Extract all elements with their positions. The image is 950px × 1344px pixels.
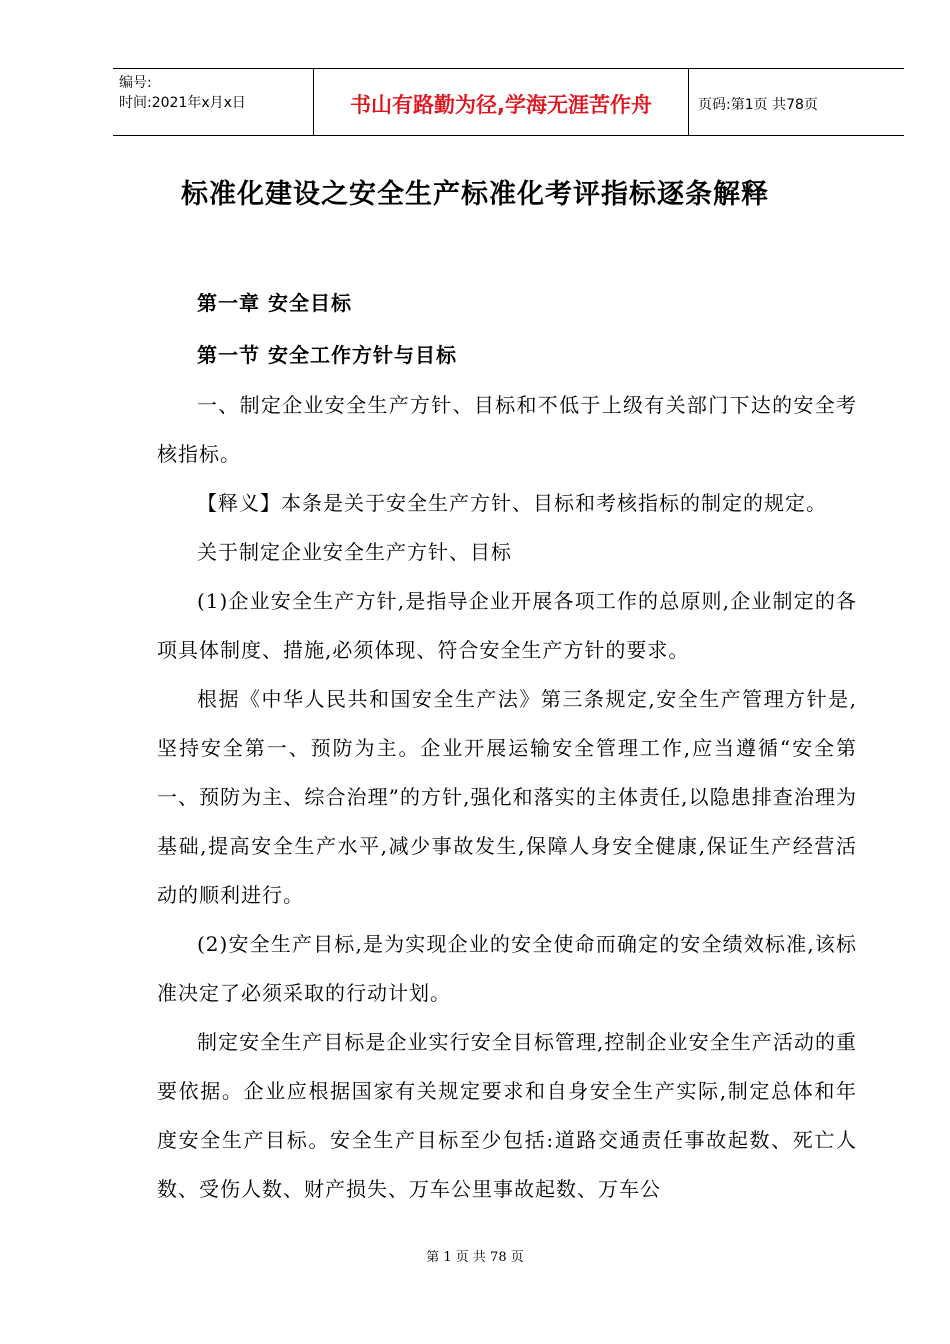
paragraph: 一、制定企业安全生产方针、目标和不低于上级有关部门下达的安全考核指标。 xyxy=(157,393,857,466)
paragraph: (1)企业安全生产方针,是指导企业开展各项工作的总原则,企业制定的各项具体制度、措施,必须体现、符合安全生产方针的要求。 xyxy=(157,589,857,662)
page-footer: 第 1 页 共 78 页 xyxy=(426,1250,524,1265)
document-body xyxy=(157,277,857,1214)
header-motto: 书山有路勤为径,学海无涯苦作舟 xyxy=(314,69,689,135)
paragraph: 关于制定企业安全生产方针、目标 xyxy=(197,540,512,564)
document-title: 标准化建设之安全生产标准化考评指标逐条解释 xyxy=(181,179,769,210)
document-time: 时间:2021年x月x日 xyxy=(119,95,246,111)
chapter-heading: 第一章 安全目标 xyxy=(197,291,352,315)
document-number-label: 编号: xyxy=(119,75,152,91)
section-heading: 第一节 安全工作方针与目标 xyxy=(197,343,457,367)
page-header xyxy=(113,68,904,136)
paragraph: 根据《中华人民共和国安全生产法》第三条规定,安全生产管理方针是,坚持安全第一、预防为主。企业开展运输安全管理工作,应当遵循“安全第一、预防为主、综合治理”的方针,强化和落实的主体责任,以隐患排查治理为基础,提高安全生产水平,减少事故发生,保障人身安全健康,保证生产经营活动的顺利进行。 xyxy=(157,687,857,907)
header-page-info: 页码:第1页 共78页 xyxy=(698,97,818,113)
paragraph: 制定安全生产目标是企业实行安全目标管理,控制企业安全生产活动的重要依据。企业应根据国家有关规定要求和自身安全生产实际,制定总体和年度安全生产目标。安全生产目标至少包括:道路交通责任事故起数、死亡人数、受伤人数、财产损失、万车公里事故起数、万车公 xyxy=(157,1030,857,1201)
header-meta xyxy=(113,69,314,135)
paragraph: 【释义】本条是关于安全生产方针、目标和考核指标的制定的规定。 xyxy=(197,491,827,515)
paragraph: (2)安全生产目标,是为实现企业的安全使命而确定的安全绩效标准,该标准决定了必须采取的行动计划。 xyxy=(157,932,857,1005)
